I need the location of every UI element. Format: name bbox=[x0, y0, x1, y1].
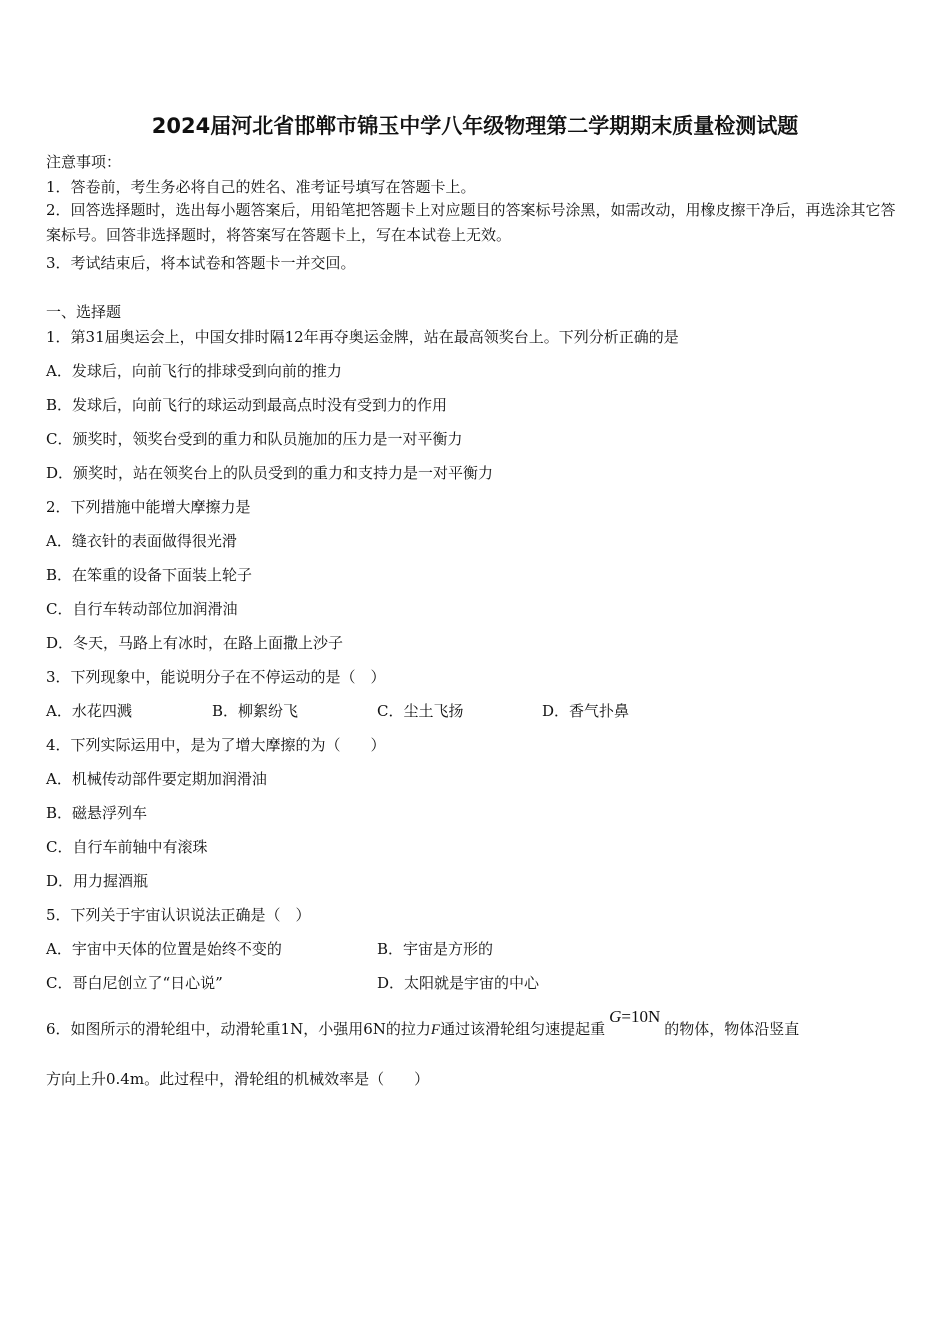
question-3-option-c: C．尘土飞扬 bbox=[377, 702, 464, 720]
question-6-stem-line-2: 方向上升0.4m。此过程中，滑轮组的机械效率是（ ） bbox=[46, 1070, 430, 1088]
question-4-option-c: C．自行车前轴中有滚珠 bbox=[46, 838, 208, 856]
question-6-stem bbox=[46, 1007, 800, 1040]
question-6-variable-f: F bbox=[430, 1022, 441, 1038]
question-4-option-a: A．机械传动部件要定期加润滑油 bbox=[46, 770, 267, 788]
section-heading: 一、选择题 bbox=[46, 303, 122, 321]
question-1-option-b: B．发球后，向前飞行的球运动到最高点时没有受到力的作用 bbox=[46, 396, 448, 414]
question-6-stem-part-3: 的物体，物体沿竖直 bbox=[664, 1020, 800, 1038]
question-5-option-b: B．宇宙是方形的 bbox=[377, 940, 494, 958]
question-3-option-a: A．水花四溅 bbox=[46, 702, 132, 720]
question-4-stem: 4．下列实际运用中，是为了增大摩擦的为（ ） bbox=[46, 736, 386, 754]
question-2-option-c: C．自行车转动部位加润滑油 bbox=[46, 600, 238, 618]
notice-item-2: 2．回答选择题时，选出每小题答案后，用铅笔把答题卡上对应题目的答案标号涂黑，如需改动，用橡皮擦干净后，再选涂其它答案标号。回答非选择题时，将答案写在答题卡上，写在本试卷上无效。 bbox=[46, 201, 896, 244]
notice-item-1: 1．答卷前，考生务必将自己的姓名、准考证号填写在答题卡上。 bbox=[46, 178, 476, 196]
question-3-stem: 3．下列现象中，能说明分子在不停运动的是（ ） bbox=[46, 668, 386, 686]
page-title: 2024届河北省邯郸市锦玉中学八年级物理第二学期期末质量检测试题 bbox=[151, 114, 799, 138]
question-2-option-a: A．缝衣针的表面做得很光滑 bbox=[46, 532, 237, 550]
question-6-stem-part-2: 通过该滑轮组匀速提起重 bbox=[440, 1020, 606, 1038]
question-3-option-b: B．柳絮纷飞 bbox=[212, 702, 299, 720]
question-5-option-c: C．哥白尼创立了“日心说” bbox=[46, 974, 223, 992]
question-6-formula-value: =10N bbox=[621, 1007, 661, 1026]
notice-heading: 注意事项： bbox=[46, 153, 122, 171]
question-5-option-d: D．太阳就是宇宙的中心 bbox=[377, 974, 540, 992]
question-2-stem: 2．下列措施中能增大摩擦力是 bbox=[46, 498, 251, 516]
question-4-option-b: B．磁悬浮列车 bbox=[46, 804, 148, 822]
question-4-option-d: D．用力握酒瓶 bbox=[46, 872, 149, 890]
question-5-stem: 5．下列关于宇宙认识说法正确是（ ） bbox=[46, 906, 311, 924]
question-3-option-d: D．香气扑鼻 bbox=[542, 702, 630, 720]
question-5-option-a: A．宇宙中天体的位置是始终不变的 bbox=[46, 940, 282, 958]
question-1-stem: 1．第31届奥运会上，中国女排时隔12年再夺奥运金牌，站在最高领奖台上。下列分析正确的是 bbox=[46, 328, 679, 346]
question-6-formula bbox=[609, 1007, 660, 1026]
question-6-stem-part-1: 6．如图所示的滑轮组中，动滑轮重1N，小强用6N的拉力 bbox=[46, 1020, 431, 1038]
question-1-option-d: D．颁奖时，站在领奖台上的队员受到的重力和支持力是一对平衡力 bbox=[46, 464, 494, 482]
question-6-formula-variable: G bbox=[609, 1007, 622, 1026]
question-1-option-a: A．发球后，向前飞行的排球受到向前的推力 bbox=[46, 362, 342, 380]
notice-item-3: 3．考试结束后，将本试卷和答题卡一并交回。 bbox=[46, 254, 356, 272]
question-2-option-b: B．在笨重的设备下面装上轮子 bbox=[46, 566, 253, 584]
question-2-option-d: D．冬天，马路上有冰时，在路上面撒上沙子 bbox=[46, 634, 344, 652]
question-1-option-c: C．颁奖时，领奖台受到的重力和队员施加的压力是一对平衡力 bbox=[46, 430, 463, 448]
